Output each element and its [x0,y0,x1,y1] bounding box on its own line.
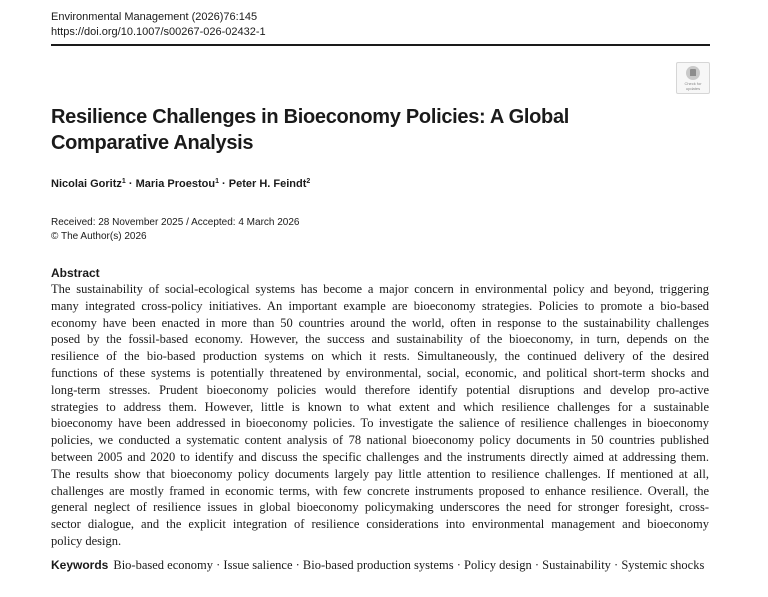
abstract-line: general neglect of resilience issues in global bioeconomy policymaking underscores the need for stronger foresight, cross- [51,500,709,515]
keyword-separator: · [213,558,224,572]
abstract-line: policy design. [51,533,122,548]
abstract-line: posed by the fossil-based economy. However, the success and sustainability of the bioeconomy, in turn, depends on the [51,332,709,347]
header-rule [51,44,710,46]
keyword-separator: · [292,558,303,572]
keyword-item[interactable]: Issue salience [223,558,293,572]
abstract-heading: Abstract [51,266,100,280]
doi-link[interactable]: https://doi.org/10.1007/s00267-026-02432-1 [51,26,266,38]
journal-citation: Environmental Management (2026)76:145 [51,11,258,23]
keyword-item[interactable]: Policy design [464,558,532,572]
author-name[interactable]: Nicolai Goritz [51,178,122,190]
keyword-separator: · [610,558,622,572]
keywords-list [113,558,704,572]
check-for-updates-button[interactable] [676,62,710,94]
abstract-line: challenges are mostly framed in economic terms, with few concrete instruments proposed to enhance resilience. Overall, the [51,483,709,498]
abstract-line: long-term stresses. Prudent bioeconomy policies would therefore identify potential disruptions and develop pro-active [51,382,709,397]
keyword-separator: · [531,558,543,572]
author-name[interactable]: Peter H. Feindt [228,178,307,190]
keyword-separator: · [453,558,465,572]
abstract-line: bioeconomy have been addressed in bioeconomy policies. To investigate the salience of resilience challenges in bioeconomy [51,416,709,431]
abstract-line: sector dialogue, and the explicit integration of resilience considerations into environmental management and bioeconomy [51,517,709,532]
abstract-body [51,281,709,550]
check-for-updates-label: Check for updates [684,81,702,91]
abstract-line: economy have been enacted in more than 50 countries around the world, often in response to the sustainability challenges [51,315,709,330]
abstract-line: The sustainability of social-ecological systems has become a major concern in environmental policy and beyond, triggering [51,282,709,296]
abstract-line: many integrated cross-policy initiatives. An important example are bioeconomy strategies. Policies to promote a bio-based [51,298,709,313]
affiliation-marker[interactable]: 1 [215,178,219,185]
keyword-item[interactable]: Systemic shocks [621,558,705,572]
abstract-line: resilience of the bio-based production systems on which it rests. Simultaneously, the continued delivery of the desired [51,349,709,364]
author-separator: · [218,178,229,190]
article-title: Resilience Challenges in Bioeconomy Policies: A Global Comparative Analysis [51,106,570,154]
keyword-item[interactable]: Bio-based economy [113,558,213,572]
keywords-section [51,557,709,574]
author-list [51,177,310,192]
received-accepted-dates: Received: 28 November 2025 / Accepted: 4 March 2026 [51,217,300,228]
abstract-line: The results show that bioeconomy policy documents largely pay little attention to resilience challenges. If mentioned at all, [51,466,709,481]
copyright-notice: © The Author(s) 2026 [51,231,147,242]
abstract-line: functions of these systems is potentially threatened by environmental, social, economic, and political short-term shocks and [51,365,709,380]
abstract-line: policies, we conducted a systematic content analysis of 78 national bioeconomy policy documents in 50 countries published [51,433,709,448]
author-name[interactable]: Maria Proestou [135,178,216,190]
affiliation-marker[interactable]: 1 [121,178,126,185]
abstract-line: between 2005 and 2020 to identify and discuss the specific challenges and the instruments directly aimed at addressing them. [51,449,709,464]
keyword-item[interactable]: Bio-based production systems [302,558,454,572]
check-for-updates-icon [686,66,700,80]
author-separator: · [125,178,136,190]
keyword-item[interactable]: Sustainability [542,558,611,572]
keywords-label: Keywords [51,558,109,572]
abstract-line: strategies to address them. However, little is known to what extent and which resilience challenges for a sustainable [51,399,709,414]
affiliation-marker[interactable]: 2 [306,178,311,185]
